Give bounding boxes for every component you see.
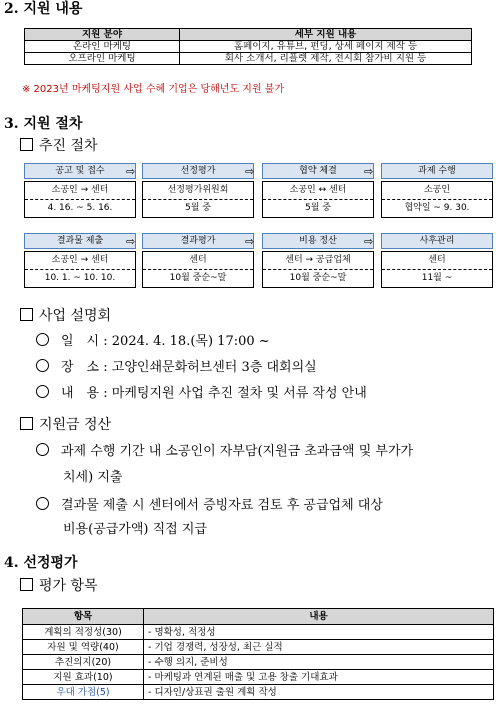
- step-date: 10월 중순~말: [263, 269, 373, 287]
- step-actor: 센터: [189, 255, 207, 265]
- arrow-right-icon: ⇨: [126, 165, 136, 178]
- step-title: 결과물 제출: [24, 233, 136, 249]
- table-row: [23, 640, 494, 655]
- table-row: [23, 685, 494, 700]
- support-content-table: [24, 28, 472, 65]
- step-actor: 소공인: [423, 185, 451, 195]
- step-card: [24, 163, 136, 218]
- checkbox-square-icon: [20, 138, 33, 151]
- table-header-row: [25, 29, 472, 41]
- subsection-settlement: [20, 414, 111, 434]
- step-card: [142, 163, 254, 218]
- step-title: 협약 체결: [262, 163, 374, 179]
- evaluation-table: [22, 608, 494, 700]
- table-cell: 회사 소개서, 리플렛 제작, 전시회 참가비 지원 등: [180, 53, 472, 65]
- table-cell: - 디자인/상표권 출원 계획 작성: [144, 685, 494, 700]
- briefing-label: 장 소: [61, 360, 100, 375]
- briefing-item: [36, 382, 367, 401]
- table-cell: 우대 가점(5): [23, 685, 144, 700]
- briefing-item: [36, 330, 270, 349]
- step-title: 결과평가: [142, 233, 254, 249]
- circle-bullet-icon: [36, 359, 49, 372]
- table-header-cell: 세부 지원 내용: [180, 29, 472, 41]
- arrow-right-icon: ⇨: [364, 165, 374, 178]
- step-date: 협약일 ~ 9. 30.: [382, 199, 492, 217]
- step-date: 4. 16. ~ 5. 16.: [25, 199, 135, 217]
- briefing-item: [36, 356, 317, 375]
- table-header-cell: 내용: [144, 609, 494, 625]
- table-cell: 추진의지(20): [23, 655, 144, 670]
- settlement-line-cont: 비용(공급가액) 직접 지급: [63, 522, 207, 537]
- table-cell: - 마케팅과 연계된 매출 및 고용 창출 기대효과: [144, 670, 494, 685]
- settlement-item: [36, 494, 383, 513]
- table-row: [23, 625, 494, 640]
- step-actor: 소공인 → 센터: [51, 255, 109, 265]
- settlement-item: [36, 440, 413, 459]
- section-3-title: 3. 지원 절차: [4, 116, 83, 132]
- subsection-label: 평가 항목: [39, 578, 98, 594]
- step-date: 11월 ~: [382, 269, 492, 287]
- step-card: [381, 233, 493, 288]
- step-title: 사후관리: [381, 233, 493, 249]
- circle-bullet-icon: [36, 443, 49, 456]
- checkbox-square-icon: [20, 417, 33, 430]
- ineligibility-note: ※ 2023년 마케팅지원 사업 수혜 기업은 당해년도 지원 불가: [22, 84, 285, 95]
- subsection-criteria: [20, 575, 98, 595]
- table-row: [25, 41, 472, 53]
- subsection-label: 사업 설명회: [39, 308, 112, 324]
- table-cell: 홈페이지, 유튜브, 펀딩, 상세 페이지 제작 등: [180, 41, 472, 53]
- step-card: [381, 163, 493, 218]
- settlement-line: 결과물 제출 시 센터에서 증빙자료 검토 후 공급업체 대상: [61, 498, 383, 513]
- subsection-label: 지원금 정산: [39, 417, 112, 433]
- step-title: 비용 정산: [262, 233, 374, 249]
- arrow-right-icon: ⇨: [126, 235, 136, 248]
- arrow-right-icon: ⇨: [245, 165, 255, 178]
- checkbox-square-icon: [20, 578, 33, 591]
- briefing-label: 일 시: [61, 334, 100, 349]
- briefing-value: : 마케팅지원 사업 추진 절차 및 서류 작성 안내: [103, 386, 367, 401]
- step-date: 5월 중: [263, 199, 373, 217]
- step-title: 공고 및 접수: [24, 163, 136, 179]
- table-cell: 자원 및 역량(40): [23, 640, 144, 655]
- table-header-cell: 지원 분야: [25, 29, 180, 41]
- settlement-line: 과제 수행 기간 내 소공인이 자부담(지원금 초과금액 및 부가가: [61, 444, 414, 459]
- table-cell: - 수행 의지, 준비성: [144, 655, 494, 670]
- step-date: 5월 중: [143, 199, 253, 217]
- step-actor: 센터: [428, 255, 446, 265]
- step-title: 선정평가: [142, 163, 254, 179]
- table-cell: 계획의 적정성(30): [23, 625, 144, 640]
- section-2-title: 2. 지원 내용: [4, 1, 83, 17]
- subsection-label: 추진 절차: [39, 138, 98, 154]
- table-header-row: [23, 609, 494, 625]
- briefing-label: 내 용: [61, 386, 100, 401]
- subsection-briefing: [20, 305, 111, 325]
- briefing-value: : 2024. 4. 18.(목) 17:00 ~: [103, 334, 270, 349]
- table-row: [23, 670, 494, 685]
- table-cell: 온라인 마케팅: [25, 41, 180, 53]
- step-card: [262, 163, 374, 218]
- step-card: [24, 233, 136, 288]
- table-cell: 지원 효과(10): [23, 670, 144, 685]
- step-date: 10월 중순~말: [143, 269, 253, 287]
- step-title: 과제 수행: [381, 163, 493, 179]
- subsection-process: [20, 135, 98, 155]
- table-cell: - 기업 경쟁력, 성장성, 최근 실적: [144, 640, 494, 655]
- table-row: [23, 655, 494, 670]
- table-header-cell: 항목: [23, 609, 144, 625]
- step-actor: 선정평가위원회: [167, 185, 229, 195]
- arrow-right-icon: ⇨: [245, 235, 255, 248]
- checkbox-square-icon: [20, 308, 33, 321]
- table-cell: - 명확성, 적정성: [144, 625, 494, 640]
- circle-bullet-icon: [36, 385, 49, 398]
- table-cell: 오프라인 마케팅: [25, 53, 180, 65]
- step-date: 10. 1. ~ 10. 10.: [25, 269, 135, 287]
- step-card: [262, 233, 374, 288]
- briefing-value: : 고양인쇄문화허브센터 3층 대회의실: [103, 360, 317, 375]
- circle-bullet-icon: [36, 497, 49, 510]
- settlement-line-cont: 치세) 지출: [63, 470, 123, 485]
- step-actor: 센터 → 공급업체: [285, 255, 351, 265]
- table-row: [25, 53, 472, 65]
- circle-bullet-icon: [36, 333, 49, 346]
- section-4-title: 4. 선정평가: [4, 555, 78, 571]
- step-actor: 소공인 → 센터: [51, 185, 109, 195]
- arrow-right-icon: ⇨: [364, 235, 374, 248]
- step-card: [142, 233, 254, 288]
- step-actor: 소공인 ↔ 센터: [289, 185, 347, 195]
